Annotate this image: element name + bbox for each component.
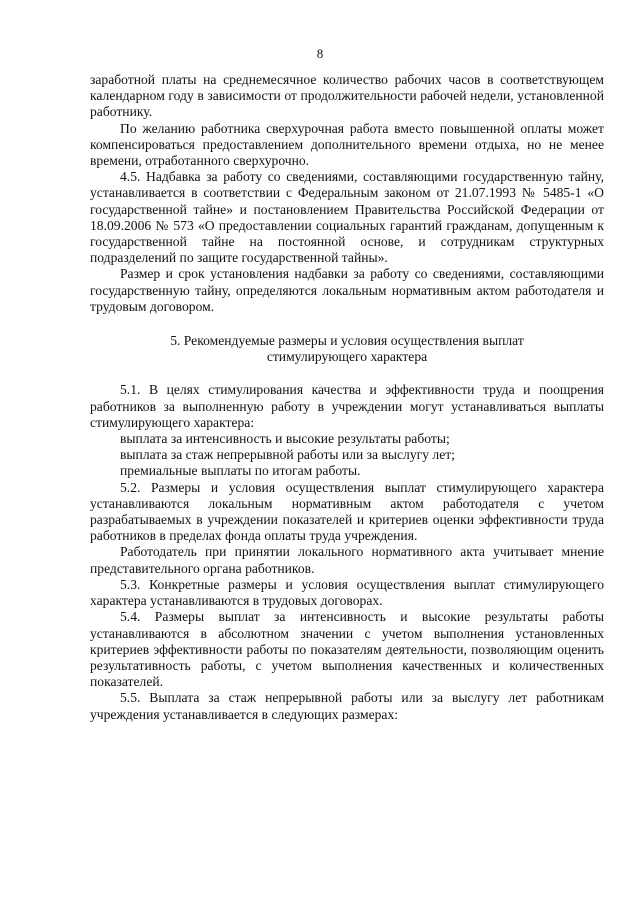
paragraph-5-5: 5.5. Выплата за стаж непрерывной работы или за выслугу лет работникам учреждения устанавливается в следующих размерах: xyxy=(90,690,604,722)
section-5-heading-line-1: 5. Рекомендуемые размеры и условия осуществления выплат xyxy=(170,333,524,349)
list-item-intensity-payment: выплата за интенсивность и высокие результаты работы; xyxy=(120,431,450,447)
paragraph-wage-calculation-continued: заработной платы на среднемесячное количество рабочих часов в соответствующем календарном году в зависимости от продолжительности рабочей недели, установленной работнику. xyxy=(90,72,604,120)
document-body xyxy=(90,72,604,723)
list-item-seniority-payment: выплата за стаж непрерывной работы или за выслугу лет; xyxy=(120,447,455,463)
paragraph-4-5-state-secret-allowance: 4.5. Надбавка за работу со сведениями, составляющими государственную тайну, устанавливается в соответствии с Федеральным законом от 21.07.1993 № 5485-1 «О государственной тайне» и постановлением Правительства Российской Федерации от 18.09.2006 № 573 «О предоставлении социальных гарантий гражданам, допущенным к государственной тайне на постоянной основе, и сотрудникам структурных подразделений по защите государственной тайны». xyxy=(90,169,604,266)
paragraph-5-2: 5.2. Размеры и условия осуществления выплат стимулирующего характера устанавливаются локальным нормативным актом работодателя с учетом разрабатываемых в учреждении показателей и критериев оценки эффективности труда работников в пределах фонда оплаты труда учреждения. xyxy=(90,479,604,544)
paragraph-employee-representative-opinion: Работодатель при принятии локального нормативного акта учитывает мнение представительного органа работников. xyxy=(90,544,604,576)
paragraph-allowance-size-term: Размер и срок установления надбавки за работу со сведениями, составляющими государственную тайну, определяются локальным нормативным актом работодателя и трудовым договором. xyxy=(90,266,604,314)
paragraph-5-4: 5.4. Размеры выплат за интенсивность и высокие результаты работы устанавливаются в абсолютном значении с учетом выполнения установленных критериев эффективности работы по показателям деятельности, позволяющим оценить результативность работы, с учетом выполнения качественных и количественных показателей. xyxy=(90,609,604,690)
section-5-heading xyxy=(90,333,604,365)
page-number: 8 xyxy=(316,46,324,61)
paragraph-5-3: 5.3. Конкретные размеры и условия осуществления выплат стимулирующего характера устанавливаются в трудовых договорах. xyxy=(90,576,604,609)
paragraph-overtime-compensation: По желанию работника сверхурочная работа вместо повышенной оплаты может компенсироваться предоставлением дополнительного времени отдыха, но не менее времени, отработанного сверхурочно. xyxy=(90,120,604,169)
list-item-bonus-payment: премиальные выплаты по итогам работы. xyxy=(120,463,361,479)
paragraph-5-1: 5.1. В целях стимулирования качества и эффективности труда и поощрения работников за выполненную работу в учреждении могут устанавливаться выплаты стимулирующего характера: xyxy=(90,382,604,430)
section-5-heading-line-2: стимулирующего характера xyxy=(266,349,428,365)
